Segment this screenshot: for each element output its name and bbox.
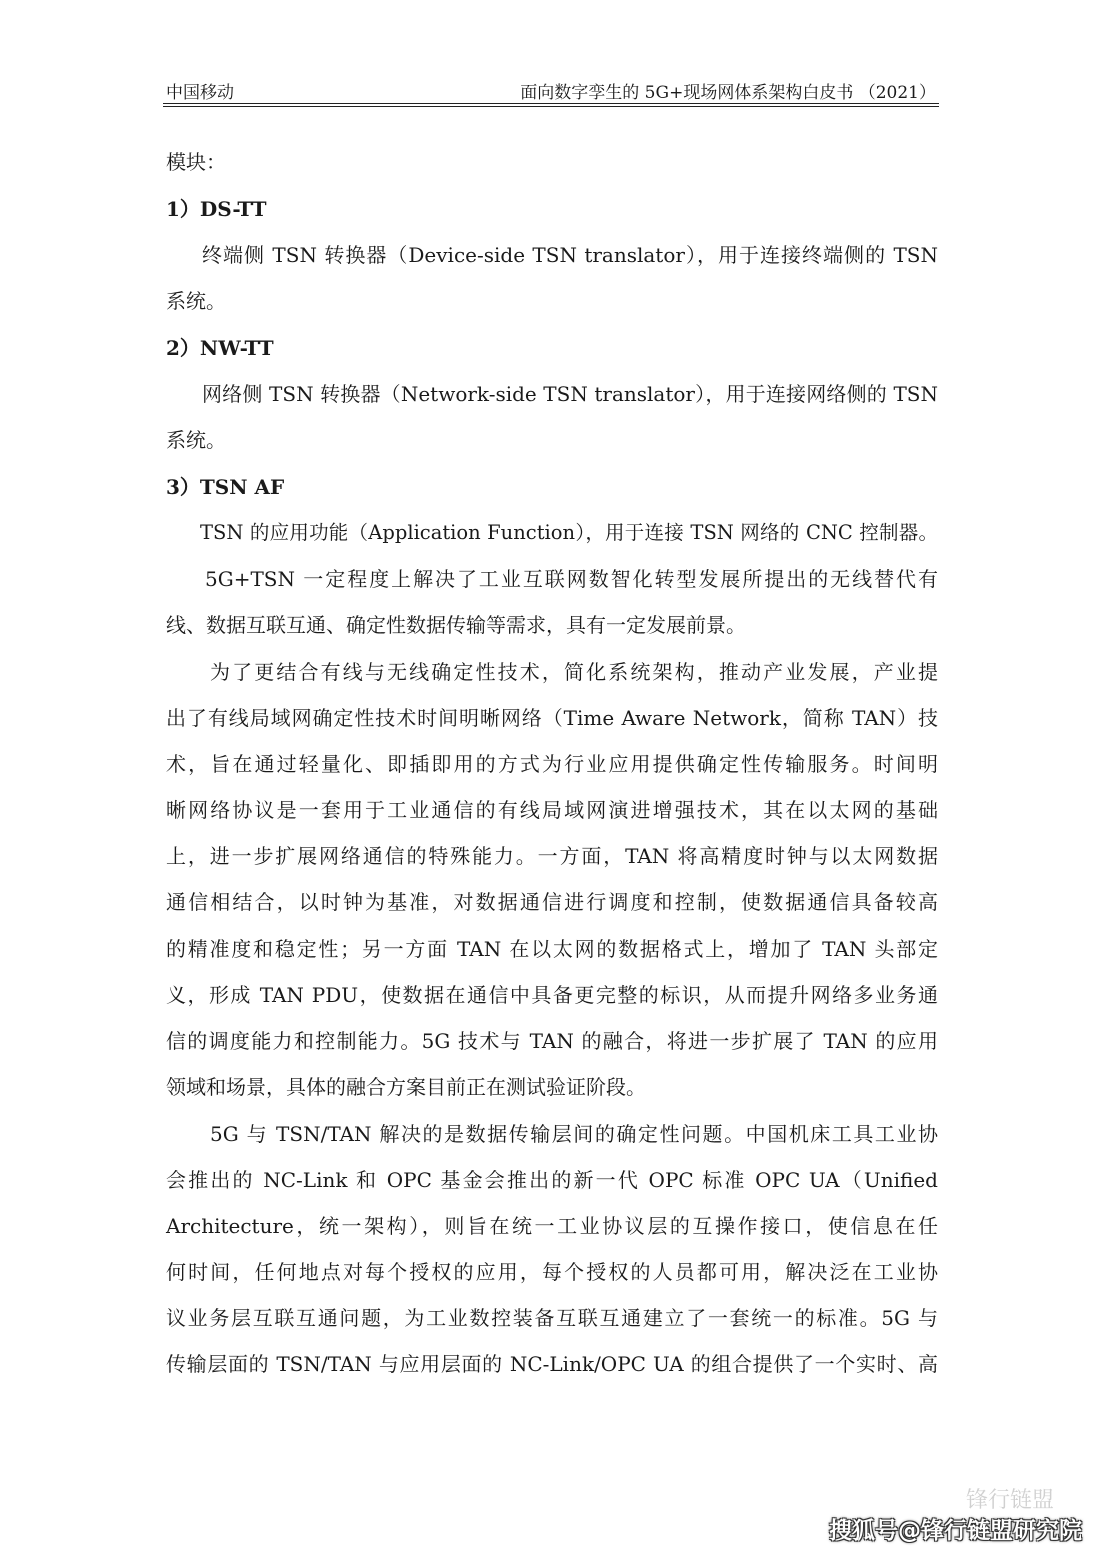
text-line: 模块： [166, 150, 226, 174]
section-heading-tsn-af: 3）TSN AF [166, 475, 285, 499]
text-line: 的精准度和稳定性；另一方面 TAN 在以太网的数据格式上，增加了 TAN 头部定 [166, 937, 938, 961]
text-line: 何时间，任何地点对每个授权的应用，每个授权的人员都可用，解决泛在工业协 [166, 1260, 938, 1284]
text-line: 上，进一步扩展网络通信的特殊能力。一方面，TAN 将高精度时钟与以太网数据 [166, 844, 938, 868]
text-line: 术，旨在通过轻量化、即插即用的方式为行业应用提供确定性传输服务。时间明 [166, 752, 938, 776]
section-heading-nw-tt: 2）NW-TT [166, 336, 274, 360]
watermark-source: 搜狐号@锋行链盟研究院 [829, 1518, 1082, 1544]
text-line: 系统。 [166, 428, 226, 452]
header-doc-title: 面向数字孪生的 5G+现场网体系架构白皮书 （2021） [520, 83, 936, 103]
watermark-faint: 锋行链盟 [965, 1488, 1054, 1513]
text-line: 信的调度能力和控制能力。5G 技术与 TAN 的融合，将进一步扩展了 TAN 的应用 [166, 1029, 938, 1053]
text-line: 网络侧 TSN 转换器（Network-side TSN translator），用于连接网络侧的 TSN [202, 382, 938, 406]
text-line: 5G 与 TSN/TAN 解决的是数据传输层间的确定性问题。中国机床工具工业协 [210, 1122, 938, 1146]
text-line: 线、数据互联互通、确定性数据传输等需求，具有一定发展前景。 [166, 613, 746, 637]
text-line: 晰网络协议是一套用于工业通信的有线局域网演进增强技术，其在以太网的基础 [166, 798, 938, 822]
text-line: 领域和场景，具体的融合方案目前正在测试验证阶段。 [166, 1075, 646, 1099]
text-line: 为了更结合有线与无线确定性技术，简化系统架构，推动产业发展，产业提 [210, 660, 938, 684]
text-line: 终端侧 TSN 转换器（Device-side TSN translator），用于连接终端侧的 TSN [202, 243, 938, 267]
text-line: 传输层面的 TSN/TAN 与应用层面的 NC-Link/OPC UA 的组合提供了一个实时、高 [166, 1352, 938, 1376]
text-line: 议业务层互联互通问题，为工业数控装备互联互通建立了一套统一的标准。5G 与 [166, 1306, 938, 1330]
text-line: 会推出的 NC-Link 和 OPC 基金会推出的新一代 OPC 标准 OPC UA（Unified [166, 1168, 938, 1192]
section-heading-ds-tt: 1）DS-TT [166, 197, 267, 221]
text-line: 出了有线局域网确定性技术时间明晰网络（Time Aware Network，简称 TAN）技 [166, 706, 938, 730]
text-line: Architecture，统一架构），则旨在统一工业协议层的互操作接口，使信息在任 [166, 1214, 938, 1238]
text-line: 5G+TSN 一定程度上解决了工业互联网数智化转型发展所提出的无线替代有 [205, 567, 938, 591]
text-line: 通信相结合，以时钟为基准，对数据通信进行调度和控制，使数据通信具备较高 [166, 890, 938, 914]
header-divider-thin [163, 106, 939, 107]
text-line: TSN 的应用功能（Application Function），用于连接 TSN 网络的 CNC 控制器。 [200, 521, 938, 544]
header-divider [163, 103, 939, 104]
header-org: 中国移动 [166, 83, 234, 103]
text-line: 义，形成 TAN PDU，使数据在通信中具备更完整的标识，从而提升网络多业务通 [166, 983, 938, 1007]
text-line: 系统。 [166, 289, 226, 313]
